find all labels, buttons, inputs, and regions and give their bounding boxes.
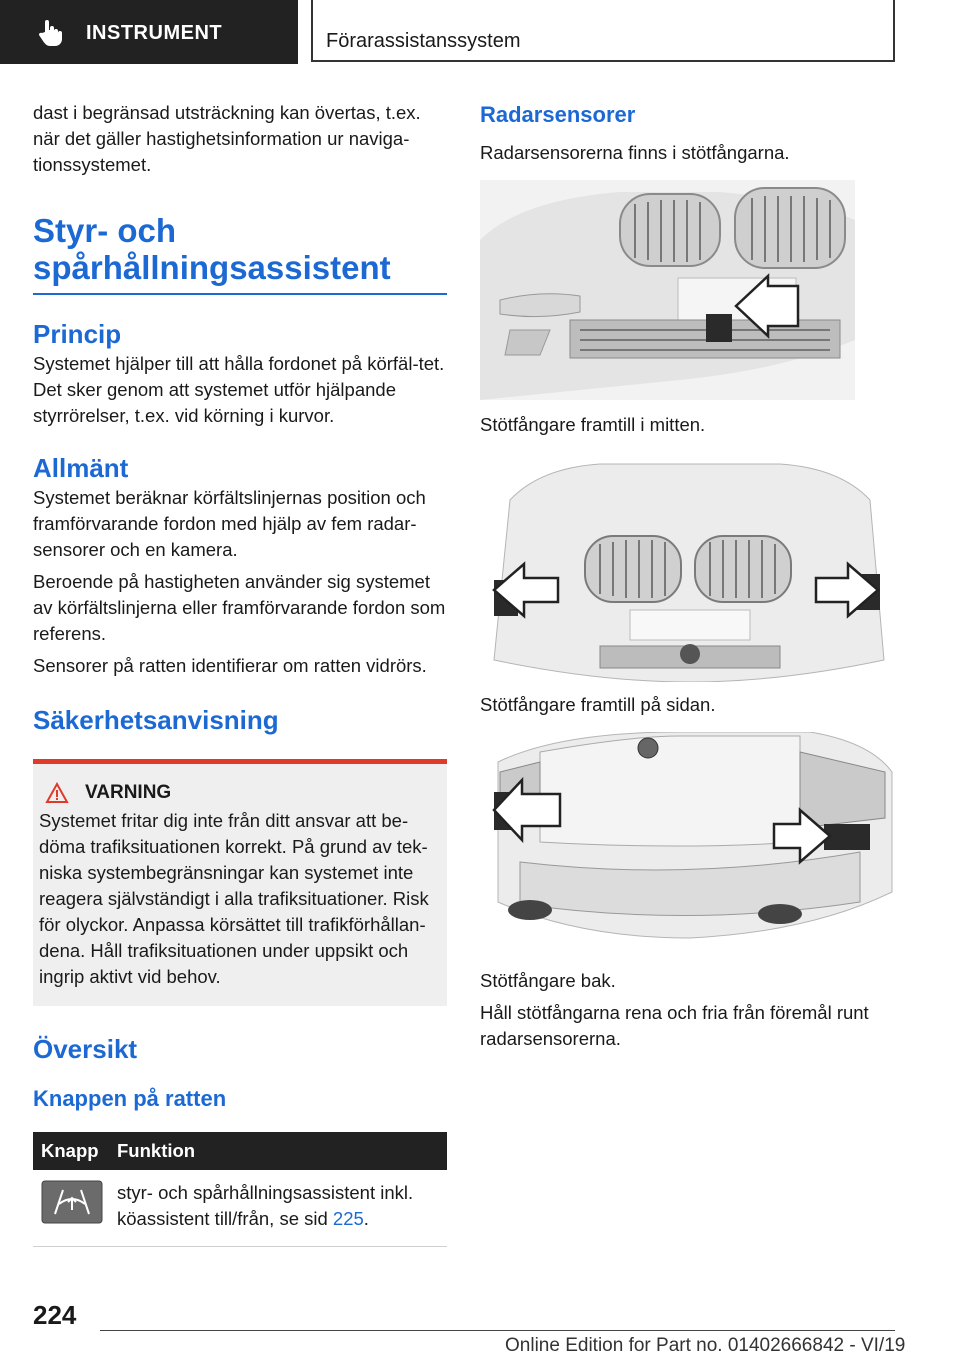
allmant-paragraph-3: Sensorer på ratten identifierar om ratten vidrörs.: [33, 655, 427, 676]
button-table: [33, 1132, 447, 1247]
rear-bumper-image: [480, 732, 895, 954]
function-text: styr- och spårhållningsassistent inkl. köassistent till/från, se sid: [117, 1182, 414, 1229]
front-center-bumper-image: [480, 180, 855, 400]
function-text-end: .: [363, 1208, 369, 1229]
left-column: [33, 100, 447, 1247]
chapter-title: Förarassistanssystem: [326, 30, 521, 52]
hand-pointer-icon: [36, 18, 66, 48]
warning-triangle-icon: [45, 782, 69, 804]
column-header-function: Funktion: [109, 1132, 447, 1170]
radar-intro: Radarsensorerna finns i stötfångarna.: [480, 142, 790, 163]
closing-text: Håll stötfångarna rena och fria från föremål runt radarsensorerna.: [480, 1002, 869, 1049]
column-header-button: Knapp: [33, 1132, 109, 1170]
front-side-bumper-image: [480, 460, 895, 682]
caption-front-center: Stötfångare framtill i mitten.: [480, 414, 706, 435]
overview-heading: Översikt: [33, 1034, 138, 1064]
safety-heading: Säkerhetsanvisning: [33, 705, 279, 735]
table-row: [33, 1170, 447, 1247]
section-tab: [0, 0, 298, 64]
page-title: Styr- och spårhållningsassistent: [33, 212, 391, 286]
section-label: INSTRUMENT: [86, 22, 223, 44]
edition-info: Online Edition for Part no. 01402666842 - VI/19: [505, 1335, 906, 1356]
intro-text: dast i begränsad utsträckning kan övertas, t.ex. när det gäller hastighetsinformation ur naviga-tionssystemet.: [33, 102, 421, 175]
caption-front-side: Stötfångare framtill på sidan.: [480, 694, 716, 715]
warning-box: [33, 759, 447, 1006]
button-heading: Knappen på ratten: [33, 1086, 227, 1111]
allmant-paragraph-2: Beroende på hastigheten använder sig systemet av körfältslinjerna eller framförvarande fordon som referens.: [33, 571, 446, 644]
page-number: 224: [33, 1300, 77, 1330]
page-reference-link[interactable]: 225: [332, 1208, 364, 1229]
button-symbol-cell: [33, 1170, 109, 1247]
allmant-paragraph-1: Systemet beräknar körfältslinjernas position och framförvarande fordon med hjälp av fem radar-sensorer och en kamera.: [33, 487, 426, 560]
function-cell: [109, 1170, 447, 1247]
footer-rule: [100, 1330, 895, 1331]
lane-assist-button-icon: [41, 1180, 103, 1224]
warning-text: Systemet fritar dig inte från ditt ansvar att be-döma trafiksituationen korrekt. På grund av tek-niska systembegränsningar kan systemet inte reagera självständigt i alla trafiksituationer. Risk för olyckor. Anpassa körsättet till trafikförhållan-dena. Håll trafiksituationen under uppsikt och ingrip aktivt vid behov.: [39, 810, 429, 987]
allmant-heading: Allmänt: [33, 453, 129, 483]
radar-heading: Radarsensorer: [480, 102, 636, 127]
warning-label: VARNING: [85, 782, 172, 803]
caption-rear: Stötfångare bak.: [480, 970, 616, 991]
right-column: [480, 102, 895, 1052]
princip-heading: Princip: [33, 319, 122, 349]
warning-header: [45, 782, 441, 804]
princip-text: Systemet hjälper till att hålla fordonet på körfäl-tet. Det sker genom att systemet utför hjälpande styrrörelser, t.ex. vid körning i kurvor.: [33, 353, 445, 426]
chapter-header: [311, 0, 895, 62]
